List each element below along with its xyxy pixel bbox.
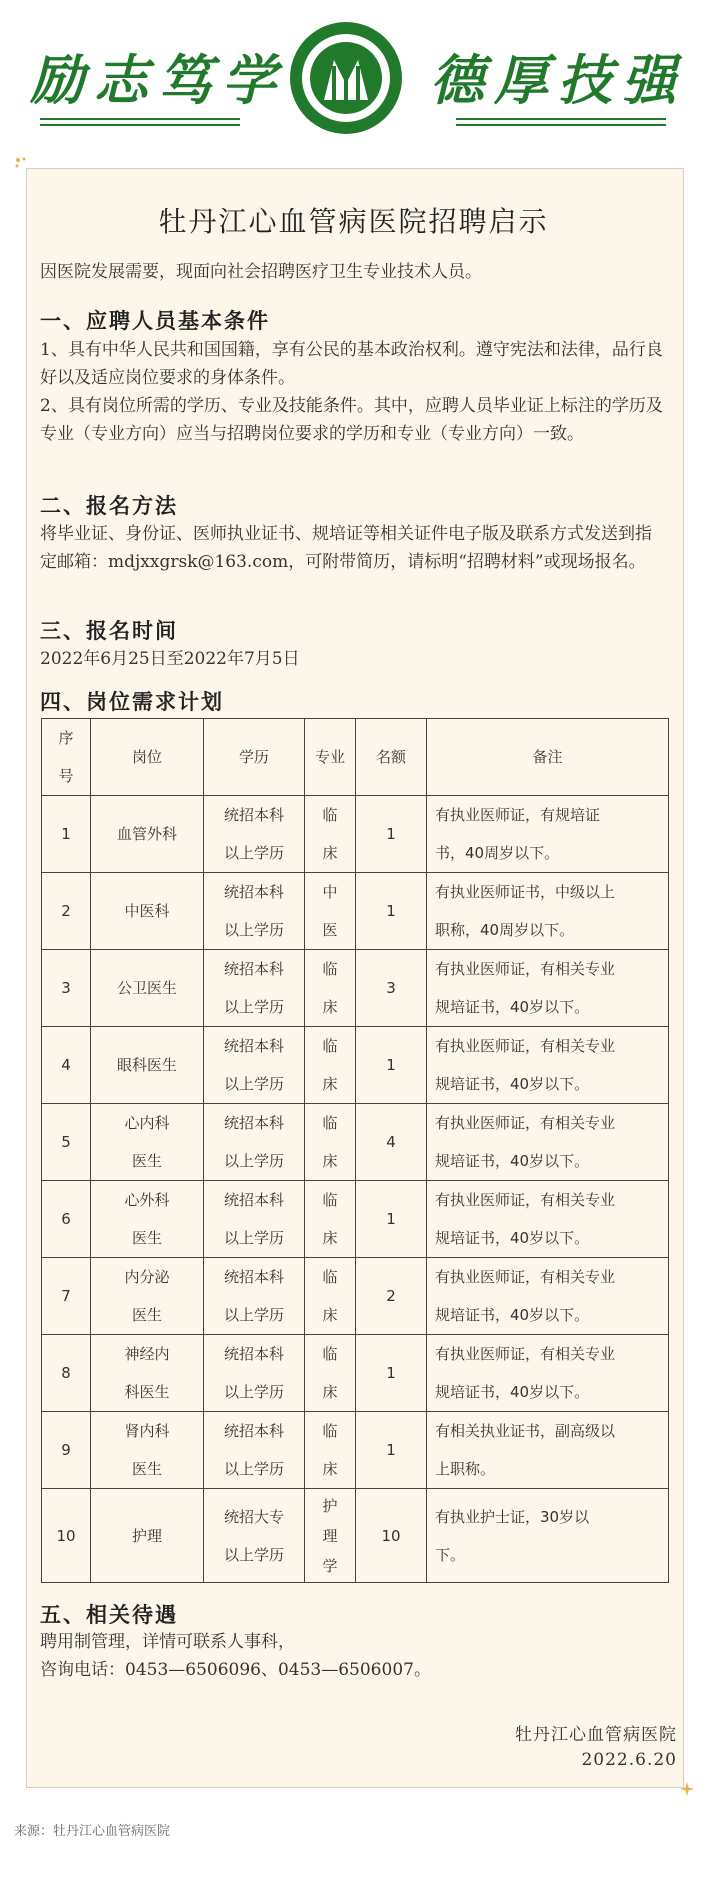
cell-note-line: 下。 — [435, 1545, 466, 1564]
cell-note — [427, 950, 669, 1027]
cell-edu-line: 以上学历 — [223, 1152, 284, 1170]
cell-edu-line: 统招本科 — [223, 1037, 284, 1055]
table-row — [42, 796, 669, 873]
cell-edu-line: 以上学历 — [223, 1075, 284, 1093]
cell-post-line: 医生 — [131, 1460, 162, 1478]
cell-post — [91, 1335, 204, 1412]
cell-post-line: 医生 — [131, 1152, 162, 1170]
cell-no — [42, 1258, 91, 1335]
cell-major-line: 床 — [322, 1460, 338, 1478]
header-banner — [0, 0, 707, 150]
cell-no — [42, 1104, 91, 1181]
cell-quota-line: 10 — [381, 1526, 401, 1545]
cell-note-line: 规培证书，40岁以下。 — [435, 1383, 590, 1401]
table-row — [42, 1027, 669, 1104]
cell-edu-line: 统招本科 — [223, 1114, 284, 1132]
cell-note-line: 规培证书，40岁以下。 — [435, 1306, 590, 1324]
cell-note-line: 职称，40周岁以下。 — [435, 921, 575, 939]
cell-note-line: 上职称。 — [435, 1460, 496, 1478]
cell-edu — [204, 873, 305, 950]
motto-left-underline — [40, 118, 240, 120]
cell-note — [427, 1489, 669, 1583]
section-4-heading: 四、岗位需求计划 — [40, 690, 224, 714]
cell-note — [427, 873, 669, 950]
cell-edu-line: 以上学历 — [223, 844, 284, 862]
cell-post — [91, 1258, 204, 1335]
cell-no-line: 2 — [61, 902, 71, 920]
cell-major-line: 临 — [322, 1114, 338, 1132]
cell-major — [305, 1258, 356, 1335]
cell-post-line: 心外科 — [124, 1191, 170, 1209]
cell-no-line: 7 — [61, 1287, 71, 1305]
motto-left: 励志笃学 — [30, 48, 286, 112]
section-3-heading: 三、报名时间 — [40, 619, 178, 643]
cell-edu-line: 以上学历 — [223, 1545, 284, 1564]
cell-no — [42, 796, 91, 873]
cell-quota-line: 1 — [386, 1364, 396, 1382]
cell-quota-line: 4 — [386, 1133, 396, 1151]
header-quota: 名额 — [356, 719, 427, 796]
cell-edu-line: 以上学历 — [223, 1306, 284, 1324]
corner-star-icon — [680, 1782, 694, 1796]
cell-major — [305, 1027, 356, 1104]
cell-post-line: 中医科 — [124, 902, 170, 920]
cell-note-line: 规培证书，40岁以下。 — [435, 1229, 590, 1247]
cell-note-line: 有执业医师证，有相关专业 — [435, 1191, 616, 1209]
cell-no — [42, 1181, 91, 1258]
cell-major — [305, 1181, 356, 1258]
positions-table — [41, 718, 669, 1583]
cell-no — [42, 1335, 91, 1412]
cell-edu — [204, 796, 305, 873]
cell-note-line: 规培证书，40岁以下。 — [435, 998, 590, 1016]
cell-quota-line: 1 — [386, 1210, 396, 1228]
cell-post-line: 内分泌 — [124, 1268, 170, 1286]
cell-major-line: 临 — [322, 1422, 338, 1440]
cell-post-line: 肾内科 — [124, 1422, 170, 1440]
cell-quota-line: 2 — [386, 1287, 396, 1305]
cell-quota-line: 1 — [386, 902, 396, 920]
header-no-line1: 序 — [58, 729, 74, 747]
cell-note — [427, 1104, 669, 1181]
cell-major-line: 床 — [322, 844, 338, 862]
section-2-heading: 二、报名方法 — [40, 494, 178, 518]
cell-quota-line: 1 — [386, 1056, 396, 1074]
section-1-para-1: 1、具有中华人民共和国国籍，享有公民的基本政治权利。遵守宪法和法律，品行良好以及适应岗位要求的身体条件。 — [40, 340, 663, 388]
section-1-heading: 一、应聘人员基本条件 — [40, 309, 270, 333]
cell-edu — [204, 1412, 305, 1489]
cell-quota-line: 1 — [386, 825, 396, 843]
cell-edu-line: 以上学历 — [223, 921, 284, 939]
table-row — [42, 1335, 669, 1412]
cell-edu-line: 以上学历 — [223, 1460, 284, 1478]
table-row — [42, 873, 669, 950]
source-text: 来源：牡丹江心血管病医院 — [14, 1824, 171, 1839]
cell-note-line: 有执业医师证，有相关专业 — [435, 1037, 616, 1055]
cell-quota — [356, 1104, 427, 1181]
cell-post — [91, 1412, 204, 1489]
header-note: 备注 — [427, 719, 669, 796]
cell-post-line: 公卫医生 — [116, 979, 177, 997]
section-5-para-2: 咨询电话：0453—6506096、0453—6506007。 — [40, 1660, 431, 1680]
cell-edu-line: 统招本科 — [223, 806, 284, 824]
cell-major-line: 床 — [322, 1306, 338, 1324]
table-row — [42, 1258, 669, 1335]
cell-no-line: 8 — [61, 1364, 71, 1382]
cell-post — [91, 1027, 204, 1104]
cell-no — [42, 873, 91, 950]
cell-post-line: 科医生 — [124, 1383, 170, 1401]
cell-post-line: 医生 — [131, 1306, 162, 1324]
cell-post — [91, 1104, 204, 1181]
section-5-heading: 五、相关待遇 — [40, 1603, 178, 1627]
header-no-line2: 号 — [58, 767, 74, 785]
cell-note — [427, 1258, 669, 1335]
cell-note-line: 有执业医师证，有相关专业 — [435, 1345, 616, 1363]
cell-major-line: 中 — [322, 883, 338, 901]
cell-major — [305, 1104, 356, 1181]
cell-edu-line: 统招本科 — [223, 1268, 284, 1286]
cell-edu — [204, 1027, 305, 1104]
cell-major-line: 临 — [322, 806, 338, 824]
cell-no — [42, 1412, 91, 1489]
cell-major-line: 临 — [322, 1037, 338, 1055]
cell-quota — [356, 1412, 427, 1489]
cell-major-line: 临 — [322, 1191, 338, 1209]
cell-major-line: 床 — [322, 1383, 338, 1401]
cell-edu-line: 以上学历 — [223, 998, 284, 1016]
cell-quota — [356, 950, 427, 1027]
cell-post-line: 医生 — [131, 1229, 162, 1247]
cell-quota — [356, 796, 427, 873]
cell-major — [305, 1335, 356, 1412]
cell-no — [42, 1027, 91, 1104]
cell-edu-line: 统招本科 — [223, 960, 284, 978]
cell-edu-line: 统招本科 — [223, 1191, 284, 1209]
section-3-para-1: 2022年6月25日至2022年7月5日 — [40, 649, 300, 669]
header-major: 专业 — [305, 719, 356, 796]
table-row — [42, 1489, 669, 1583]
cell-note — [427, 796, 669, 873]
cell-edu-line: 统招本科 — [223, 883, 284, 901]
cell-note-line: 有执业医师证，有规培证 — [435, 806, 601, 824]
cell-edu — [204, 1181, 305, 1258]
header-no — [42, 719, 91, 796]
table-header-row — [42, 719, 669, 796]
cell-major-line: 临 — [322, 960, 338, 978]
cell-major-line: 学 — [322, 1556, 338, 1575]
cell-quota-line: 3 — [386, 979, 396, 997]
section-1-para-2: 2、具有岗位所需的学历、专业及技能条件。其中，应聘人员毕业证上标注的学历及专业（专业方向）应当与招聘岗位要求的学历和专业（专业方向）一致。 — [40, 396, 663, 444]
cell-note-line: 有执业医师证，有相关专业 — [435, 960, 616, 978]
cell-quota — [356, 1027, 427, 1104]
signature-date: 2022.6.20 — [581, 1750, 677, 1770]
cell-note-line: 规培证书，40岁以下。 — [435, 1152, 590, 1170]
cell-major-line: 医 — [322, 921, 338, 939]
cell-post-line: 护理 — [131, 1526, 162, 1545]
table-row — [42, 1412, 669, 1489]
cell-major-line: 临 — [322, 1345, 338, 1363]
cell-edu-line: 统招大专 — [223, 1507, 284, 1526]
cell-quota — [356, 1489, 427, 1583]
cell-quota — [356, 1181, 427, 1258]
cell-major-line: 床 — [322, 1152, 338, 1170]
cell-no-line: 3 — [61, 979, 71, 997]
cell-note — [427, 1181, 669, 1258]
cell-major — [305, 873, 356, 950]
cell-major — [305, 950, 356, 1027]
corner-sparkle-icon — [14, 156, 28, 170]
school-emblem-icon — [288, 20, 404, 136]
cell-post-line: 心内科 — [124, 1114, 170, 1132]
cell-post — [91, 796, 204, 873]
cell-post — [91, 873, 204, 950]
cell-note-line: 有执业医师证，有相关专业 — [435, 1114, 616, 1132]
cell-post — [91, 950, 204, 1027]
cell-note — [427, 1027, 669, 1104]
cell-note-line: 有相关执业证书，副高级以 — [435, 1422, 616, 1440]
motto-right-underline-2 — [456, 124, 666, 126]
cell-no-line: 6 — [61, 1210, 71, 1228]
cell-major-line: 临 — [322, 1268, 338, 1286]
motto-right-underline — [456, 118, 666, 120]
cell-edu-line: 以上学历 — [223, 1383, 284, 1401]
page-title: 牡丹江心血管病医院招聘启示 — [158, 205, 549, 238]
cell-no — [42, 950, 91, 1027]
cell-no-line: 5 — [61, 1133, 71, 1151]
cell-quota-line: 1 — [386, 1441, 396, 1459]
cell-quota — [356, 873, 427, 950]
cell-quota — [356, 1258, 427, 1335]
cell-edu-line: 统招本科 — [223, 1345, 284, 1363]
cell-major — [305, 796, 356, 873]
cell-note-line: 规培证书，40岁以下。 — [435, 1075, 590, 1093]
cell-no-line: 9 — [61, 1441, 71, 1459]
cell-no — [42, 1489, 91, 1583]
cell-edu-line: 以上学历 — [223, 1229, 284, 1247]
motto-right: 德厚技强 — [430, 48, 686, 112]
table-row — [42, 1104, 669, 1181]
cell-major-line: 床 — [322, 998, 338, 1016]
section-2-para-1: 将毕业证、身份证、医师执业证书、规培证等相关证件电子版及联系方式发送到指定邮箱：mdjxxgrsk@163.com，可附带简历，请标明“招聘材料”或现场报名。 — [40, 524, 652, 572]
intro-text: 因医院发展需要，现面向社会招聘医疗卫生专业技术人员。 — [40, 262, 482, 282]
table-body — [42, 796, 669, 1583]
cell-edu — [204, 1489, 305, 1583]
cell-post-line: 血管外科 — [116, 825, 177, 843]
cell-major-line: 护 — [322, 1496, 338, 1515]
header-post: 岗位 — [91, 719, 204, 796]
cell-edu — [204, 1104, 305, 1181]
cell-major-line: 床 — [322, 1229, 338, 1247]
cell-major-line: 理 — [322, 1526, 338, 1545]
cell-note-line: 有执业医师证，有相关专业 — [435, 1268, 616, 1286]
cell-no-line: 1 — [61, 825, 71, 843]
cell-post-line: 神经内 — [124, 1345, 170, 1363]
cell-post — [91, 1489, 204, 1583]
motto-left-underline-2 — [40, 124, 240, 126]
cell-major — [305, 1489, 356, 1583]
signature-org: 牡丹江心血管病医院 — [515, 1725, 677, 1745]
cell-note — [427, 1412, 669, 1489]
cell-note-line: 有执业医师证书，中级以上 — [435, 883, 616, 901]
cell-post — [91, 1181, 204, 1258]
cell-quota — [356, 1335, 427, 1412]
cell-note-line: 书，40周岁以下。 — [435, 844, 560, 862]
header-edu: 学历 — [204, 719, 305, 796]
cell-edu — [204, 1335, 305, 1412]
cell-edu — [204, 1258, 305, 1335]
cell-edu-line: 统招本科 — [223, 1422, 284, 1440]
cell-major — [305, 1412, 356, 1489]
cell-note — [427, 1335, 669, 1412]
cell-no-line: 4 — [61, 1056, 71, 1074]
cell-no-line: 10 — [56, 1526, 76, 1545]
cell-note-line: 有执业护士证，30岁以 — [435, 1507, 590, 1526]
cell-major-line: 床 — [322, 1075, 338, 1093]
cell-post-line: 眼科医生 — [116, 1056, 177, 1074]
table-row — [42, 950, 669, 1027]
cell-edu — [204, 950, 305, 1027]
section-5-para-1: 聘用制管理，详情可联系人事科， — [40, 1632, 295, 1652]
table-row — [42, 1181, 669, 1258]
